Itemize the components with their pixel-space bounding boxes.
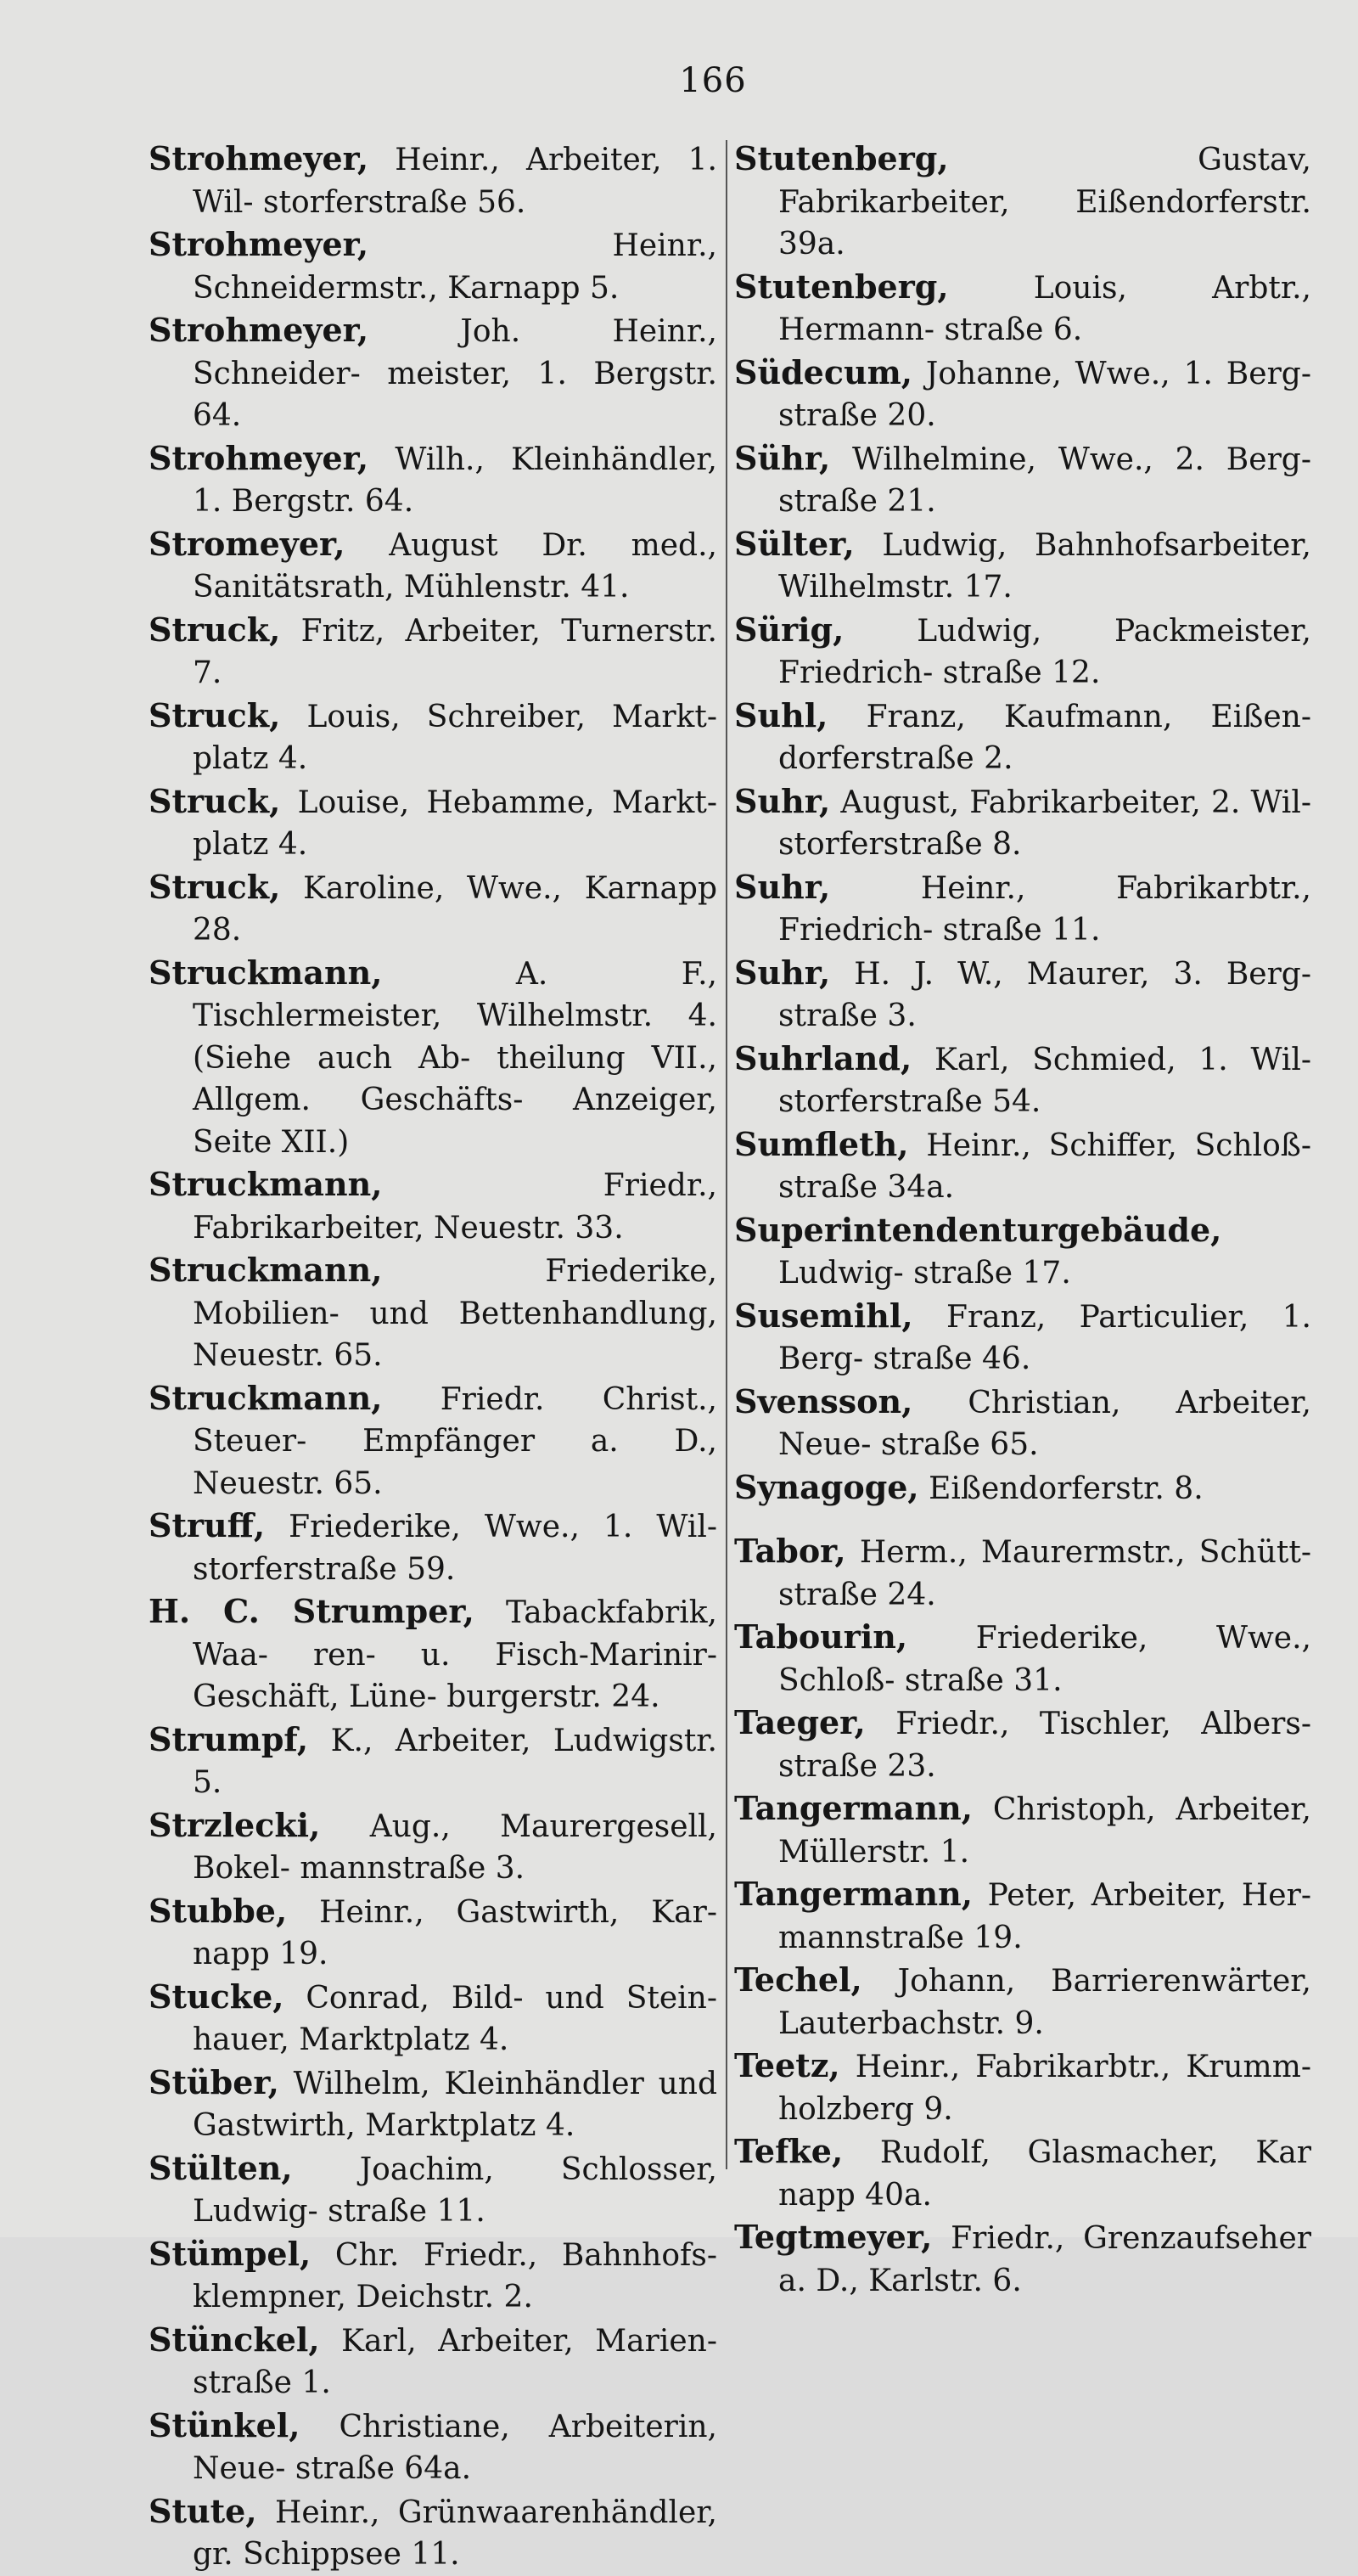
entry [149,952,717,1164]
entry [149,780,717,866]
entry-name: Tefke, [734,2132,844,2170]
entry-text: Chr. Friedr., Bahnhofs- klempner, Deichstr. 2. [193,2237,717,2314]
entry-text: Heinr., Fabrikarbtr., Krumm- holzberg 9. [778,2050,1311,2127]
entry [734,1295,1311,1381]
entry-text: Friedr., Fabrikarbeiter, Neuestr. 33. [193,1168,717,1246]
entry-name: Suhrland, [734,1038,912,1077]
entry-name: Sühr, [734,438,831,477]
entry-name: Struck, [149,610,281,649]
entry [734,1959,1311,2044]
entry [149,2319,717,2404]
entry-name: Techel, [734,1960,862,1999]
entry-text: Ludwig, Bahnhofsarbeiter, Wilhelmstr. 17. [778,527,1311,605]
entry [149,1163,717,1249]
entry-name: Stromeyer, [149,524,345,563]
entry-name: Stubbe, [149,1891,288,1930]
entry-name: Teetz, [734,2046,840,2084]
entry-text: Wilhelmine, Wwe., 2. Berg- straße 21. [778,442,1311,519]
entry-name: Struck, [149,867,281,906]
entry [734,2216,1311,2302]
entry [149,1249,717,1377]
entry-name: Suhl, [734,695,828,734]
entry-text: Friedr. Christ., Steuer- Empfänger a. D., Neuestr. 65. [193,1381,717,1501]
entry [149,1890,717,1976]
entry-name: Struckmann, [149,1165,383,1203]
entry-text: A. F., Tischlermeister, Wilhelmstr. 4. (Siehe auch Ab- theilung VII., Allgem. Geschäfts- Anzeiger, Seite XII.) [193,956,717,1160]
entry [149,2233,717,2319]
entry-text: Johann, Barrierenwärter, Lauterbachstr. 9. [778,1964,1311,2041]
entry-text: Tabackfabrik, Waa- ren- u. Fisch-Marinir-Geschäft, Lüne- burgerstr. 24. [193,1595,717,1714]
entry [734,1466,1311,1510]
entry-name: Stüber, [149,2062,279,2101]
entry-text: Joh. Heinr., Schneider- meister, 1. Bergstr. 64. [193,314,717,433]
entry-text: Christian, Arbeiter, Neue- straße 65. [778,1385,1311,1462]
entry-text: K., Arbeiter, Ludwigstr. 5. [193,1723,717,1800]
entry-text: Karl, Schmied, 1. Wil- storferstraße 54. [778,1042,1311,1119]
entry-name: Superintendenturgebäude, [734,1210,1222,1249]
entry-text: Johanne, Wwe., 1. Berg- straße 20. [778,356,1311,433]
entry [734,2044,1311,2130]
entry [149,1377,717,1505]
entry-text: Wilhelm, Kleinhändler und Gastwirth, Marktplatz 4. [193,2066,717,2143]
entry-name: H. C. Strumper, [149,1592,474,1630]
entry-name: Stünkel, [149,2405,300,2444]
entry [734,1381,1311,1466]
entry-text: Heinr., Gastwirth, Kar- napp 19. [193,1894,717,1971]
column-divider [726,140,727,2169]
entry [734,609,1311,695]
entry-name: Suhr, [734,867,831,906]
entry-name: Tabor, [734,1532,846,1570]
entry [149,2061,717,2147]
entry [734,1873,1311,1959]
entry-name: Sülter, [734,524,855,563]
entry-text: Herm., Maurermstr., Schütt- straße 24. [778,1535,1311,1612]
entry [734,352,1311,437]
entry-name: Suhr, [734,781,831,820]
entry [149,523,717,609]
entry [149,695,717,780]
entry-name: Stülten, [149,2148,293,2187]
entry-name: Struckmann, [149,953,383,992]
entry [149,2404,717,2490]
entry [734,266,1311,352]
entry-text: Christoph, Arbeiter, Müllerstr. 1. [778,1792,1311,1870]
entry-text: Heinr., Fabrikarbtr., Friedrich- straße 11. [778,870,1311,948]
entry-text: August Dr. med., Sanitätsrath, Mühlenstr. 41. [193,527,717,605]
entry-name: Stutenberg, [734,139,949,177]
entry [149,1976,717,2061]
entry-text: Friederike, Wwe., 1. Wil- storferstraße 59. [193,1510,717,1587]
entry-text: Peter, Arbeiter, Her- mannstraße 19. [778,1878,1311,1955]
entry-text: Louis, Arbtr., Hermann- straße 6. [778,270,1311,347]
entry [734,437,1311,523]
entry-text: Friedr., Tischler, Albers- straße 23. [778,1707,1311,1784]
entry [734,952,1311,1038]
entry [149,2147,717,2233]
entry-text: Wilh., Kleinhändler, 1. Bergstr. 64. [193,442,717,519]
entry-text: Friedr., Grenzaufseher a. D., Karlstr. 6. [778,2221,1311,2298]
left-column [149,138,717,2576]
entry [734,2130,1311,2216]
entry [149,309,717,437]
entry-name: Taeger, [734,1703,866,1741]
entry-text: Christiane, Arbeiterin, Neue- straße 64a. [193,2409,717,2486]
entry-text: Conrad, Bild- und Stein- hauer, Marktplatz 4. [193,1980,717,2057]
entry-text: August, Fabrikarbeiter, 2. Wil- storferstraße 8. [778,785,1311,862]
entry-text: Friederike, Mobilien- und Bettenhandlung, Neuestr. 65. [193,1254,717,1373]
entry-text: Ludwig, Packmeister, Friedrich- straße 12. [778,613,1311,690]
entry-name: Stümpel, [149,2234,311,2273]
entry [734,1787,1311,1873]
entry-text: Heinr., Grünwaarenhändler, gr. Schippsee 11. [193,2494,717,2572]
entry-name: Stucke, [149,1977,284,2016]
entry-name: Stutenberg, [734,267,949,306]
entry-text: Gustav, Fabrikarbeiter, Eißendorferstr. 39a. [778,143,1311,262]
entry [149,223,717,309]
entry-text: Heinr., Schneidermstr., Karnapp 5. [193,228,717,306]
entry-name: Synagoge, [734,1467,919,1506]
entry-text: Fritz, Arbeiter, Turnerstr. 7. [193,613,717,690]
entry [734,695,1311,780]
entry-text: Karl, Arbeiter, Marien- straße 1. [193,2323,717,2400]
entry [149,1804,717,1890]
entry [734,866,1311,952]
entry [734,1701,1311,1787]
entry-text: Aug., Maurergesell, Bokel- mannstraße 3. [193,1808,717,1886]
entry-name: Struckmann, [149,1251,383,1289]
entry-name: Struff, [149,1506,266,1544]
entry [149,866,717,952]
entry-name: Tangermann, [734,1789,973,1827]
entry-name: Tangermann, [734,1875,973,1913]
entry [734,1123,1311,1209]
entry-text: Ludwig- straße 17. [778,1256,1071,1291]
entry-text: Eißendorferstr. 8. [929,1471,1204,1506]
entry-name: Strohmeyer, [149,225,369,263]
entry-name: Struck, [149,695,281,734]
entry [149,437,717,523]
entry-text: Heinr., Arbeiter, 1. Wil- storferstraße 56. [193,143,717,220]
entry [149,1505,717,1590]
entry [149,1718,717,1804]
entry-name: Tegtmeyer, [734,2218,933,2256]
entry [734,1530,1311,1616]
entry [734,1209,1311,1295]
entry-name: Strumpf, [149,1719,309,1758]
entry-text: H. J. W., Maurer, 3. Berg- straße 3. [778,956,1311,1033]
entry-name: Suhr, [734,953,831,992]
entry [149,138,717,223]
entry [149,609,717,695]
entry-name: Sumfleth, [734,1124,909,1163]
entry-name: Strohmeyer, [149,139,369,177]
entry-name: Struck, [149,781,281,820]
right-column [734,138,1311,2302]
entry-name: Strohmeyer, [149,311,369,349]
entry-text: Joachim, Schlosser, Ludwig- straße 11. [193,2151,717,2229]
entry [149,2490,717,2576]
entry-text: Louise, Hebamme, Markt- platz 4. [193,785,717,862]
entry-name: Sürig, [734,610,845,649]
page-number: 166 [679,61,747,100]
entry-text: Franz, Kaufmann, Eißen- dorferstraße 2. [778,699,1311,776]
entry-text: Rudolf, Glasmacher, Kar napp 40a. [778,2135,1311,2213]
entry-name: Strzlecki, [149,1805,321,1844]
entry-text: Friederike, Wwe., Schloß- straße 31. [778,1621,1311,1698]
entry-name: Svensson, [734,1381,913,1420]
entry-text: Louis, Schreiber, Markt- platz 4. [193,699,717,776]
entry [149,1590,717,1718]
entry [734,780,1311,866]
entry-name: Strohmeyer, [149,438,369,477]
entry [734,138,1311,266]
entry [734,523,1311,609]
entry-text: Heinr., Schiffer, Schloß- straße 34a. [778,1128,1312,1205]
entry-name: Südecum, [734,352,913,391]
entry [734,1616,1311,1701]
entry-name: Struckmann, [149,1378,383,1417]
entry-name: Stute, [149,2491,257,2530]
entry [734,1038,1311,1123]
entry-text: Karoline, Wwe., Karnapp 28. [193,870,717,948]
entry-text: Franz, Particulier, 1. Berg- straße 46. [778,1299,1311,1376]
entry-name: Stünckel, [149,2320,320,2359]
entry-name: Susemihl, [734,1296,913,1335]
entry-name: Tabourin, [734,1617,908,1656]
